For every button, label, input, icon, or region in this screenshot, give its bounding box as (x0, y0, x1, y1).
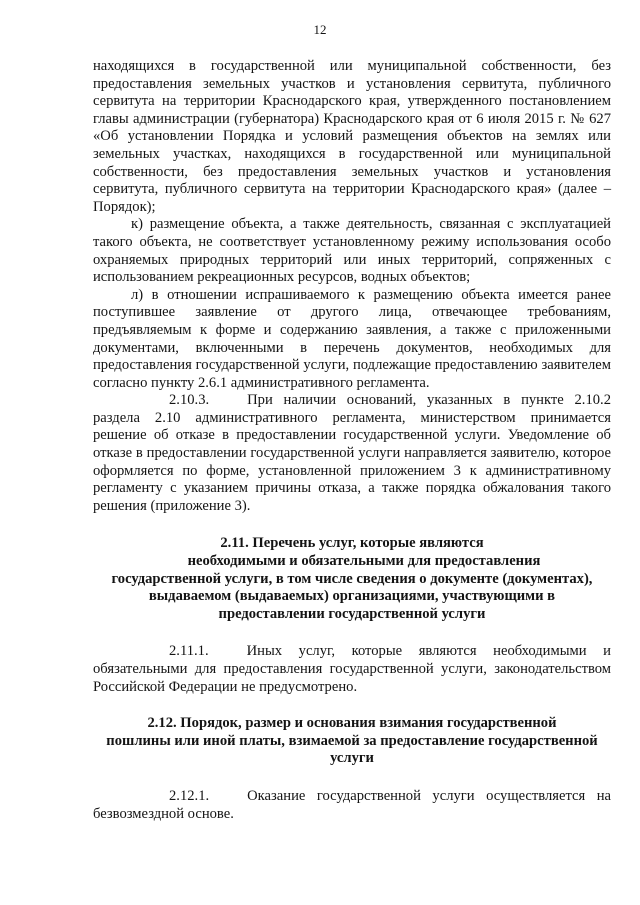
clause-text: Иных услуг, которые являются необходимыми и обязательными для предоставления государственной услуги, законодательством Российской Федерации не предусмотрено. (93, 643, 611, 695)
clause-text: Оказание государственной услуги осуществляется на безвозмездной основе. (93, 787, 611, 822)
page-number: 12 (313, 22, 327, 37)
heading-line: предоставлении государственной услуги (218, 605, 486, 622)
paragraph-2-10-3 (93, 392, 611, 515)
paragraph-2-12-1 (93, 788, 611, 823)
clause-number: 2.10.3. (169, 392, 210, 409)
paragraph-item-l: л) в отношении испрашиваемого к размещению объекта имеется ранее поступившее заявление от другого лица, отвечающее требованиям, предъявляемым к форме и содержанию заявления, а также с приложенными документами, включенными в перечень документов, необходимых для предоставления государственной услуги, подлежащие предоставлению заявителем согласно пункту 2.6.1 административного регламента. (93, 286, 611, 391)
heading-line: государственной услуги, в том числе сведения о документе (документах), (111, 570, 593, 587)
clause-number: 2.12.1. (169, 787, 210, 804)
document-body (93, 58, 611, 823)
heading-line: 2.12. Порядок, размер и основания взимания государственной (147, 715, 557, 732)
paragraph-2-11-1 (93, 643, 611, 696)
section-heading-2-12 (93, 715, 611, 768)
heading-line: 2.11. Перечень услуг, которые являются (220, 535, 484, 552)
heading-line: услуги (330, 750, 374, 767)
clause-number: 2.11.1. (169, 643, 209, 660)
clause-text: При наличии оснований, указанных в пункте 2.10.2 раздела 2.10 административного регламента, министерством принимается решение об отказе в предоставлении государственной услуги. Уведомление об отказе в предоставлении государственной услуги направляется заявителю, которое оформляется по форме, установленной приложением 3 к административному регламенту с указанием причины отказа, а также порядка обжалования такого решения (приложение 3). (93, 392, 611, 514)
heading-line: выдаваемом (выдаваемых) организациями, участвующими в (148, 588, 556, 605)
heading-line: необходимыми и обязательными для предоставления (187, 553, 541, 570)
section-heading-2-11 (93, 535, 611, 623)
paragraph-continuation: находящихся в государственной или муниципальной собственности, без предоставления земельных участков и установления сервитута, публичного сервитута на территории Краснодарского края, утвержденного постановлением главы администрации (губернатора) Краснодарского края от 6 июля 2015 г. № 627 «Об установлении Порядка и условий размещения объектов на землях или земельных участках, находящихся в государственной или муниципальной собственности, без предоставления земельных участков и установления сервитута, публичного сервитута на территории Краснодарского края» (далее – Порядок); (93, 58, 611, 215)
paragraph-item-k: к) размещение объекта, а также деятельность, связанная с эксплуатацией такого объекта, не соответствует установленному режиму использования особо охраняемых природных территорий или иных территорий, сопряженных с использованием рекреационных ресурсов, водных объектов; (93, 216, 611, 286)
heading-line: пошлины или иной платы, взимаемой за предоставление государственной (106, 732, 598, 749)
